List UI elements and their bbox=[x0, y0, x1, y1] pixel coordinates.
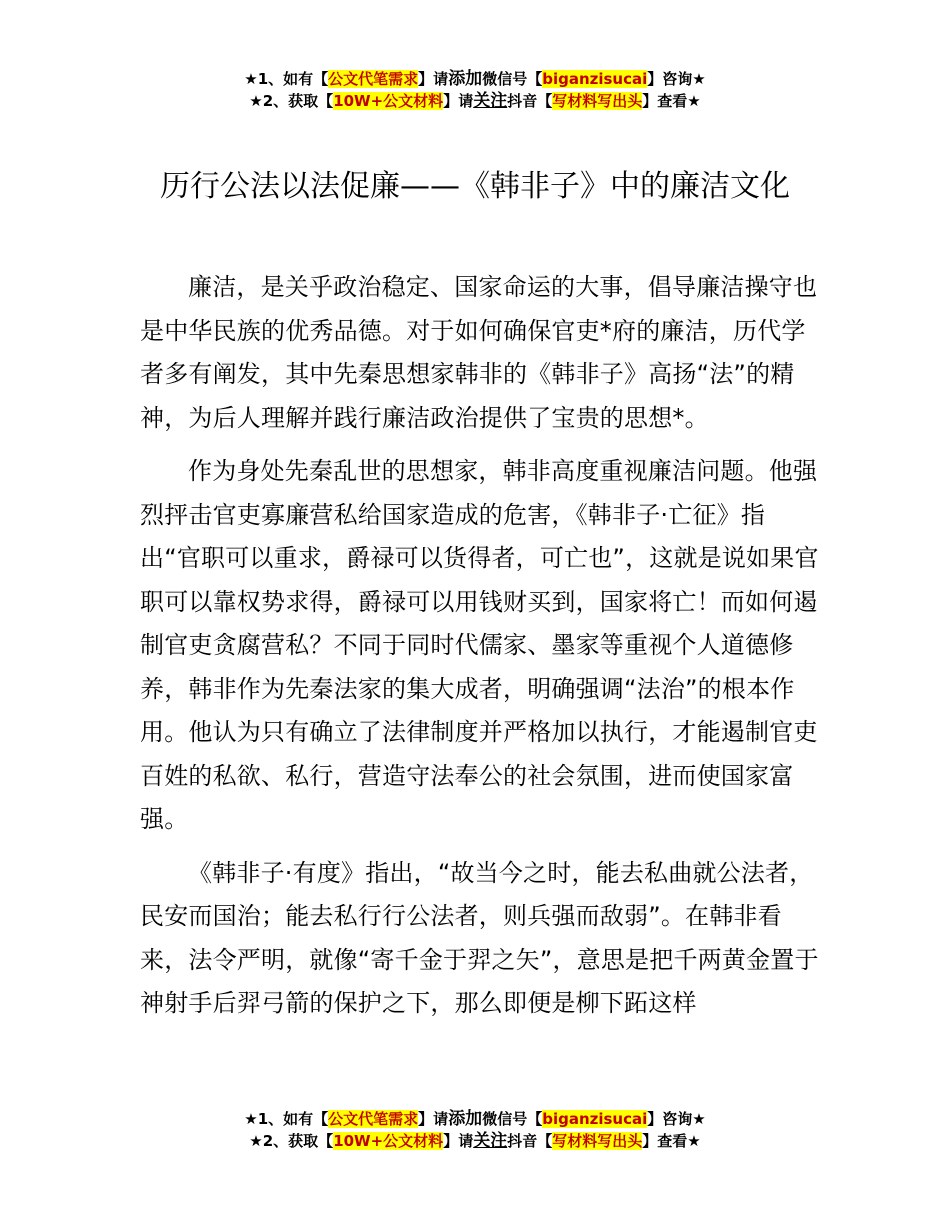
promo-highlight: 10W+公文材料 bbox=[333, 1132, 444, 1150]
header-promo-banner bbox=[0, 68, 950, 112]
promo-highlight: 公文代笔需求 bbox=[328, 1110, 419, 1128]
promo-highlight: 10W+公文材料 bbox=[333, 92, 444, 110]
footer-promo-banner bbox=[0, 1108, 950, 1152]
promo-line-1 bbox=[0, 68, 950, 90]
promo-highlight: 写材料写出头 bbox=[552, 1132, 643, 1150]
promo-text: 抖音【 bbox=[507, 1132, 553, 1150]
paragraph: 《韩非子·有度》指出，“故当今之时，能去私曲就公法者，民安而国治；能去私行行公法者，则兵强而敌弱”。在韩非看来，法令严明，就像“寄千金于羿之矢”，意思是把千两黄金置于神射手后羿弓箭的保护之下，那么即便是柳下跖这样 bbox=[140, 858, 819, 1017]
promo-text: 】咨询★ bbox=[647, 1110, 706, 1128]
promo-highlight: 写材料写出头 bbox=[552, 92, 643, 110]
promo-text: 】请 bbox=[418, 1110, 449, 1128]
promo-line-2 bbox=[0, 1130, 950, 1152]
promo-text: 】咨询★ bbox=[647, 70, 706, 88]
promo-text: ★1、如有【 bbox=[244, 70, 329, 88]
promo-emphasis: 关注 bbox=[473, 1131, 508, 1151]
promo-text: ★2、获取【 bbox=[249, 1132, 334, 1150]
promo-text: 】请 bbox=[443, 92, 474, 110]
promo-text: ★1、如有【 bbox=[244, 1110, 329, 1128]
promo-text: 】查看★ bbox=[642, 92, 701, 110]
promo-line-2 bbox=[0, 90, 950, 112]
promo-text: ★2、获取【 bbox=[249, 92, 334, 110]
promo-text: 微信号【 bbox=[482, 70, 543, 88]
promo-wechat-id: biganzisucai bbox=[542, 1110, 648, 1128]
document-title: 历行公法以法促廉——《韩非子》中的廉洁文化 bbox=[160, 169, 790, 204]
document-body bbox=[140, 266, 820, 1036]
promo-text: 】请 bbox=[443, 1132, 474, 1150]
promo-highlight: 公文代笔需求 bbox=[328, 70, 419, 88]
promo-wechat-id: biganzisucai bbox=[542, 70, 648, 88]
promo-text: 抖音【 bbox=[507, 92, 553, 110]
promo-emphasis: 关注 bbox=[473, 91, 508, 111]
promo-text: 】查看★ bbox=[642, 1132, 701, 1150]
paragraph: 作为身处先秦乱世的思想家，韩非高度重视廉洁问题。他强烈抨击官吏寡廉营私给国家造成的危害，《韩非子·亡征》指出“官职可以重求，爵禄可以货得者，可亡也”，这就是说如果官职可以靠权势求得，爵禄可以用钱财买到，国家将亡！而如何遏制官吏贪腐营私？不同于同时代儒家、墨家等重视个人道德修养，韩非作为先秦法家的集大成者，明确强调“法治”的根本作用。他认为只有确立了法律制度并严格加以执行，才能遏制官吏百姓的私欲、私行，营造守法奉公的社会氛围，进而使国家富强。 bbox=[140, 457, 819, 833]
promo-text: 】请 bbox=[418, 70, 449, 88]
paragraph: 廉洁，是关乎政治稳定、国家命运的大事，倡导廉洁操守也是中华民族的优秀品德。对于如何确保官吏*府的廉洁，历代学者多有阐发，其中先秦思想家韩非的《韩非子》高扬“法”的精神，为后人理解并践行廉洁政治提供了宝贵的思想*。 bbox=[140, 273, 818, 432]
promo-emphasis: 添加 bbox=[448, 1109, 483, 1129]
promo-text: 微信号【 bbox=[482, 1110, 543, 1128]
promo-emphasis: 添加 bbox=[448, 69, 483, 89]
promo-line-1 bbox=[0, 1108, 950, 1130]
